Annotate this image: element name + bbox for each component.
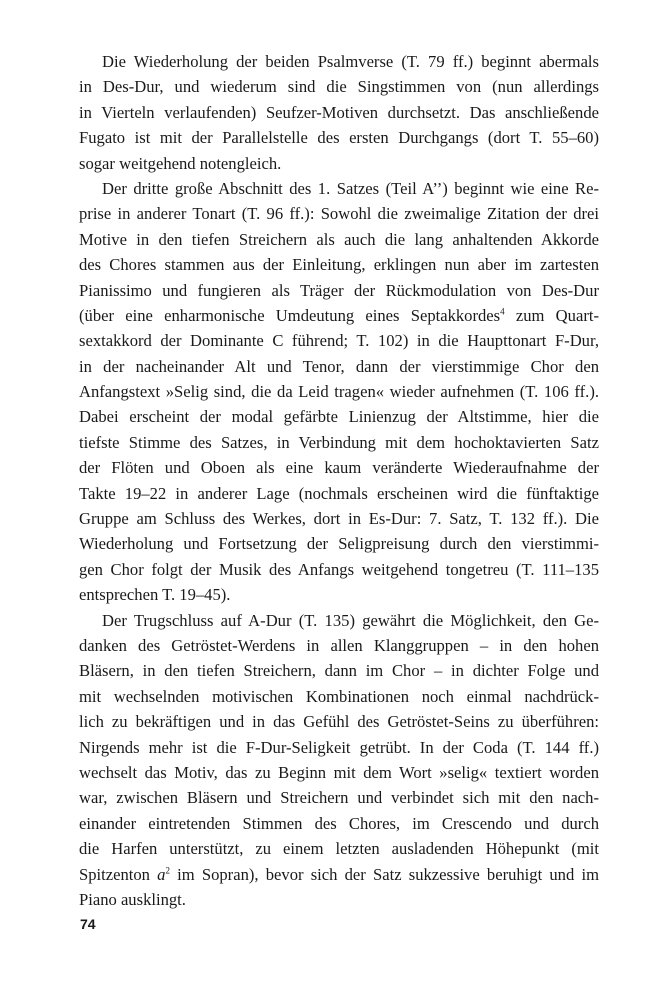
- paragraph-1-line: Fugato ist mit der Parallelstelle des ersten Durchgangs (dort T. 55–60): [79, 128, 599, 148]
- paragraph-2-line: Der dritte große Abschnitt des 1. Satzes (Teil A’’) beginnt wie eine Re-: [102, 178, 599, 198]
- paragraph-2-line: Motive in den tiefen Streichern als auch die lang anhaltenden Akkorde: [79, 229, 599, 249]
- paragraph-2-line: Pianissimo und fungieren als Träger der Rückmodulation von Des-Dur: [79, 280, 599, 300]
- paragraph-2-line: prise in anderer Tonart (T. 96 ff.): Sowohl die zweimalige Zitation der drei: [79, 204, 599, 224]
- paragraph-3-line: Nirgends mehr ist die F-Dur-Seligkeit getrübt. In der Coda (T. 144 ff.): [79, 737, 599, 757]
- paragraph-2-line: Takte 19–22 in anderer Lage (nochmals erscheinen wird die fünftaktige: [79, 483, 599, 503]
- body-text: [79, 49, 599, 912]
- line-text: im Sopran), bevor sich der Satz sukzessive beruhigt und im: [169, 864, 599, 884]
- page-number: 74: [80, 916, 96, 932]
- paragraph-2-line: des Chores stammen aus der Einleitung, erklingen nun aber im zartesten: [79, 255, 599, 275]
- line-text: zum Quart-: [504, 305, 599, 325]
- pitch-octave: 2: [165, 864, 170, 875]
- paragraph-1-line: in Des-Dur, und wiederum sind die Singstimmen von (nun allerdings: [79, 77, 599, 97]
- paragraph-2-line: Anfangstext »Selig sind, die da Leid tragen« wieder aufnehmen (T. 106 ff.).: [79, 382, 599, 402]
- paragraph-3-line: lich zu bekräftigen und in das Gefühl des Getröstet-Seins zu überführen:: [79, 712, 599, 732]
- paragraph-2-line: gen Chor folgt der Musik des Anfangs weitgehend tongetreu (T. 111–135: [79, 559, 599, 579]
- paragraph-3-line: Piano ausklingt.: [79, 889, 186, 909]
- paragraph-1-line: Die Wiederholung der beiden Psalmverse (T. 79 ff.) beginnt abermals: [102, 52, 599, 71]
- pitch-letter: a: [157, 864, 166, 884]
- paragraph-3-line: danken des Getröstet-Werdens in allen Klanggruppen – in den hohen: [79, 635, 599, 655]
- paragraph-2-line: sextakkord der Dominante C führend; T. 102) in die Haupttonart F-Dur,: [79, 331, 599, 351]
- paragraph-2-line: Gruppe am Schluss des Werkes, dort in Es-Dur: 7. Satz, T. 132 ff.). Die: [79, 509, 599, 529]
- paragraph-3-line: mit wechselnden motivischen Kombinationen noch einmal nachdrück-: [79, 686, 599, 706]
- paragraph-2-line: in der nacheinander Alt und Tenor, dann der vierstimmige Chor den: [79, 356, 599, 376]
- paragraph-2-line: Dabei erscheint der modal gefärbte Linienzug der Altstimme, hier die: [79, 407, 599, 427]
- paragraph-3-line: Bläsern, in den tiefen Streichern, dann im Chor – in dichter Folge und: [79, 661, 599, 681]
- paragraph-2-line: tiefste Stimme des Satzes, in Verbindung mit dem hochoktavierten Satz: [79, 432, 599, 452]
- paragraph-3-line: wechselt das Motiv, das zu Beginn mit dem Wort »selig« textiert worden: [79, 762, 599, 782]
- paragraph-3-line-with-pitch: [79, 862, 599, 887]
- paragraph-2-line: der Flöten und Oboen als eine kaum veränderte Wiederaufnahme der: [79, 458, 599, 478]
- line-text: (über eine enharmonische Umdeutung eines Septakkordes: [79, 305, 501, 325]
- paragraph-2-line-with-footnote: [79, 303, 599, 328]
- paragraph-3-line: Der Trugschluss auf A-Dur (T. 135) gewährt die Möglichkeit, den Ge-: [102, 610, 599, 630]
- paragraph-3-line: einander eintretenden Stimmen des Chores, im Crescendo und durch: [79, 813, 599, 833]
- line-text: Spitzenton: [79, 864, 158, 884]
- paragraph-1-line: in Vierteln verlaufenden) Seufzer-Motiven durchsetzt. Das anschließende: [79, 102, 599, 122]
- paragraph-3-line: war, zwischen Bläsern und Streichern und verbindet sich mit den nach-: [79, 788, 599, 808]
- paragraph-1-line: sogar weitgehend notengleich.: [79, 153, 282, 173]
- footnote-reference[interactable]: 4: [500, 306, 505, 317]
- paragraph-2-line: entsprechen T. 19–45).: [79, 585, 231, 605]
- paragraph-2-line: Wiederholung und Fortsetzung der Seligpreisung durch den vierstimmi-: [79, 534, 599, 554]
- paragraph-3-line: die Harfen unterstützt, zu einem letzten ausladenden Höhepunkt (mit: [79, 839, 599, 859]
